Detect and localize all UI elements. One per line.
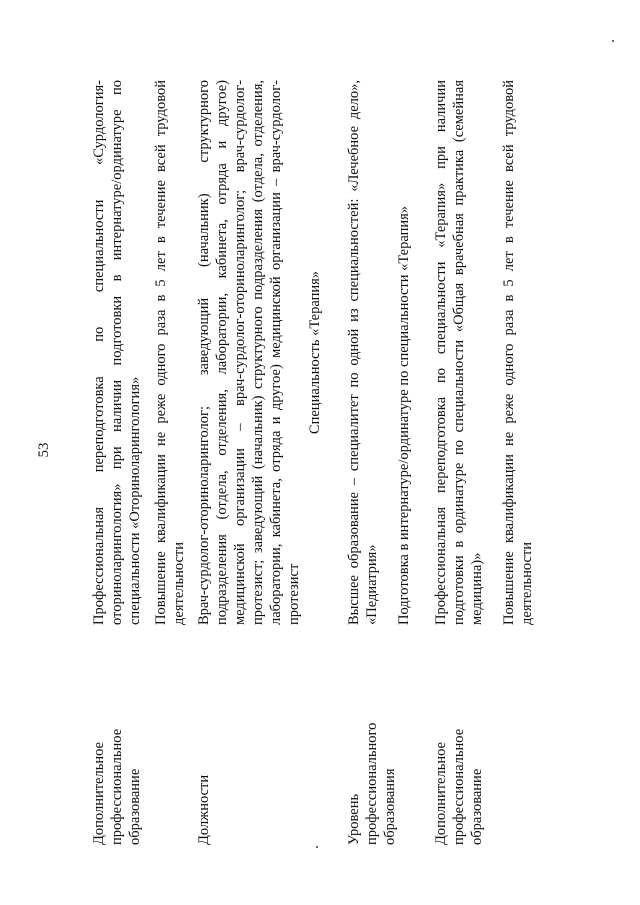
page-number: 53 <box>36 442 52 458</box>
row-content-education-level <box>345 80 421 625</box>
paragraph-qualification-1: Повышение квалификации не реже одного раза в 5 лет в течение всей трудовой деятельности <box>153 80 187 625</box>
paragraph-retraining-surdology: Профессиональная переподготовка по специальности «Сурдология-оториноларингология» при наличии подготовки в интернатуре/ординатуре по специальности «Оториноларингология» <box>91 80 143 625</box>
row-content-dpo-1 <box>90 80 196 625</box>
paragraph-qualification-2: Повышение квалификации не реже одного раза в 5 лет в течение всей трудовой деятельности <box>501 80 535 625</box>
paragraph-retraining-therapy: Профессиональная переподготовка по специальности «Терапия» при наличии подготовки в ординатуре по специальности «Общая врачебная практика (семейная медицина)» <box>433 80 485 625</box>
row-label-dpo-1: Дополнительное профессиональное образование <box>91 728 143 845</box>
paragraph-higher-education: Высшее образование – специалитет по одной из специальностей: «Лечебное дело», «Педиатрия» <box>346 80 380 625</box>
row-label-dpo-2: Дополнительное профессиональное образование <box>433 728 485 845</box>
row-content-dpo-2 <box>432 80 544 625</box>
scan-speck <box>316 846 318 848</box>
row-label-education-level: Уровень профессионального образования <box>346 722 398 845</box>
row-content-positions <box>195 80 311 625</box>
paragraph-positions: Врач-сурдолог-оториноларинголог; заведующий (начальник) структурного подразделения (отдела, отделения, лаборатории, кабинета, отряда и другое) медицинской организации – врач-сурдолог-оториноларинголог; врач-сурдолог-протезист; заведующий (начальник) структурного подразделения (отдела, отделения, лаборатории, кабинета, отряда и другое) медицинской организации – врач-сурдолог-протезист <box>196 80 302 625</box>
section-heading-therapy: Специальность «Терапия» <box>307 270 323 435</box>
scan-speck <box>612 40 614 42</box>
row-label-positions: Должности <box>196 774 212 845</box>
paragraph-internship: Подготовка в интернатуре/ординатуре по специальности «Терапия» <box>396 205 412 625</box>
